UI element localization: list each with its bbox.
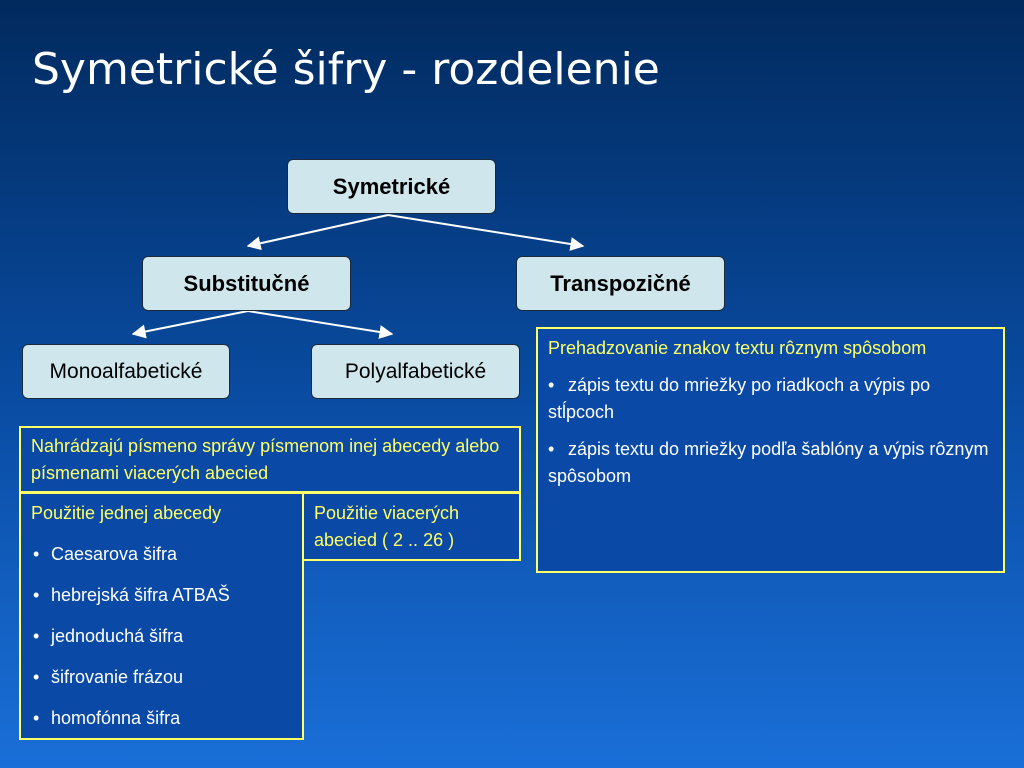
bullet-icon: • bbox=[548, 375, 555, 395]
transposition-method-list bbox=[548, 372, 993, 490]
node-substitucne bbox=[142, 256, 351, 311]
node-polyalfabeticke bbox=[311, 344, 520, 399]
slide-title: Symetrické šifry - rozdelenie bbox=[32, 44, 660, 95]
node-symetricke-label: Symetrické bbox=[332, 173, 451, 199]
list-item-caesar: • Caesarova šifra bbox=[31, 541, 292, 568]
node-monoalfabeticke bbox=[22, 344, 230, 399]
node-transpozicne-label: Transpozičné bbox=[550, 270, 691, 296]
list-item-rows-columns bbox=[548, 372, 993, 426]
node-substitucne-label: Substitučné bbox=[183, 270, 310, 296]
node-transpozicne bbox=[516, 256, 725, 311]
arrow-to-transposition bbox=[388, 215, 583, 246]
arrow-to-mono bbox=[133, 311, 248, 334]
substitution-note-box bbox=[19, 426, 521, 493]
poly-box-lead: Použitie viacerých abecied ( 2 .. 26 ) bbox=[314, 503, 460, 550]
list-item-template-text: zápis textu do mriežky podľa šablóny a výpis rôznym spôsobom bbox=[548, 439, 989, 486]
list-item-phrase: • šifrovanie frázou bbox=[31, 664, 292, 691]
transposition-box-lead: Prehadzovanie znakov textu rôznym spôsobom bbox=[548, 338, 927, 358]
mono-box bbox=[19, 492, 304, 740]
mono-cipher-list bbox=[31, 541, 292, 732]
poly-box bbox=[302, 492, 521, 561]
substitution-note-text: Nahrádzajú písmeno správy písmenom inej abecedy alebo písmenami viacerých abecied bbox=[31, 436, 500, 483]
transposition-box bbox=[536, 327, 1005, 573]
mono-box-lead: Použitie jednej abecedy bbox=[31, 503, 222, 523]
node-monoalfabeticke-label: Monoalfabetické bbox=[49, 359, 203, 383]
list-item-simple: • jednoduchá šifra bbox=[31, 623, 292, 650]
list-item-rows-columns-text: zápis textu do mriežky po riadkoch a výpis po stĺpcoch bbox=[548, 375, 931, 422]
node-polyalfabeticke-label: Polyalfabetické bbox=[344, 359, 487, 383]
list-item-homophonic: • homofónna šifra bbox=[31, 705, 292, 732]
bullet-icon: • bbox=[548, 439, 555, 459]
arrow-to-poly bbox=[248, 311, 392, 334]
node-symetricke bbox=[287, 159, 496, 214]
list-item-atbash: • hebrejská šifra ATBAŠ bbox=[31, 582, 292, 609]
list-item-template bbox=[548, 436, 993, 490]
arrow-to-substitution bbox=[248, 215, 388, 246]
